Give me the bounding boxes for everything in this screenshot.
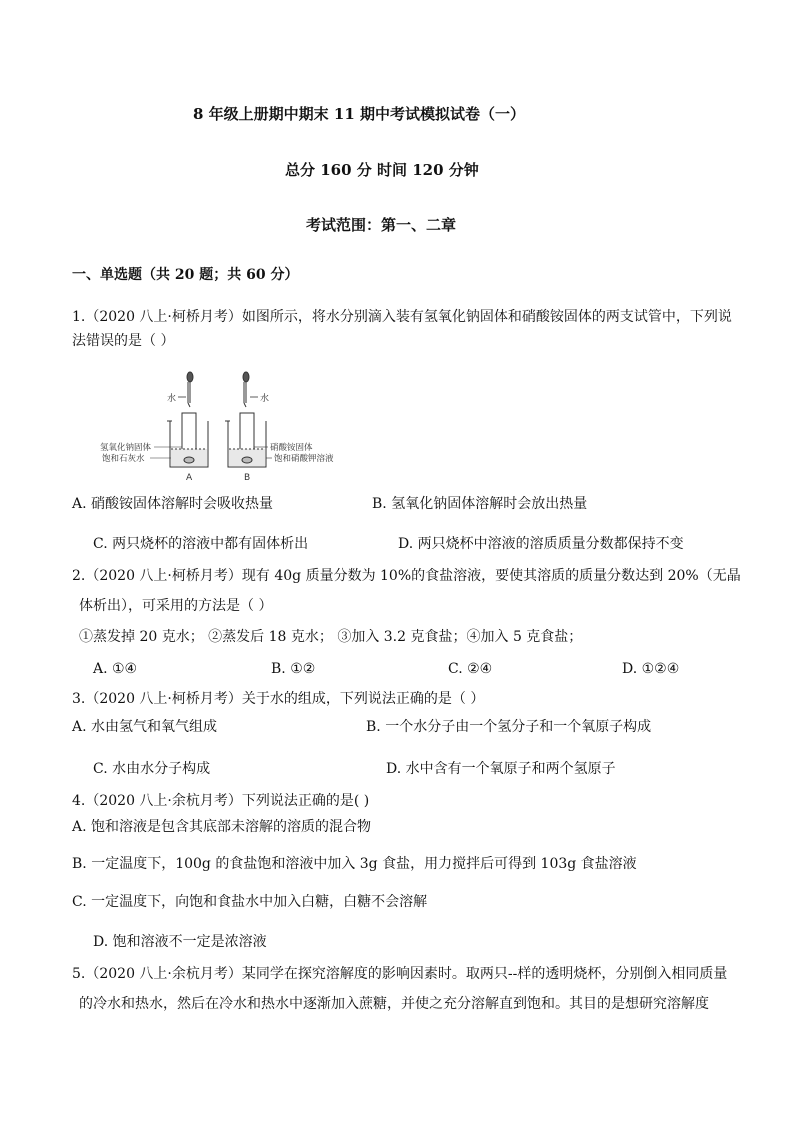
label-a: A (186, 473, 193, 483)
q1-option-a: A. 硝酸铵固体溶解时会吸收热量 (72, 496, 274, 512)
q2-option-c: C. ②④ (448, 661, 493, 677)
q2-option-d: D. ①②④ (622, 661, 680, 677)
label-kno3: 饱和硝酸钾溶液 (274, 454, 334, 464)
label-nh4no3: 硝酸铵固体 (270, 443, 313, 453)
q1-stem-line2: 法错误的是（ ） (72, 333, 175, 349)
right-dropper (243, 372, 249, 407)
q3-option-b: B. 一个水分子由一个氢分子和一个氧原子构成 (366, 719, 652, 735)
score-time: 总分 160 分 时间 120 分钟 (285, 161, 479, 179)
q2-stem-line2: 体析出），可采用的方法是（ ） (79, 598, 273, 614)
exam-scope: 考试范围：第一、二章 (306, 216, 457, 234)
section-heading: 一、单选题（共 20 题；共 60 分） (72, 267, 299, 283)
water-label-right: 水 (260, 394, 270, 404)
label-naoh: 氢氧化钠固体 (100, 443, 152, 453)
q3-stem: 3.（2020 八上·柯桥月考）关于水的组成，下列说法正确的是（ ） (72, 691, 485, 707)
q4-option-d: D. 饱和溶液不一定是浓溶液 (93, 934, 267, 950)
q2-option-b: B. ①② (271, 661, 316, 677)
q4-option-a: A. 饱和溶液是包含其底部未溶解的溶质的混合物 (72, 819, 372, 835)
q1-option-c: C. 两只烧杯的溶液中都有固体析出 (93, 536, 309, 552)
q2-stem-line1: 2.（2020 八上·柯桥月考）现有 40g 质量分数为 10%的食盐溶液，要使其溶质的质量分数达到 20%（无晶 (72, 568, 741, 584)
water-label-left: 水 (167, 394, 177, 404)
q5-stem-line1: 5.（2020 八上·余杭月考）某同学在探究溶解度的影响因素时。取两只--样的透明烧杯，分别倒入相同质量 (72, 966, 728, 982)
label-b: B (244, 473, 251, 483)
q4-stem: 4.（2020 八上·余杭月考）下列说法正确的是( ) (72, 793, 370, 809)
q1-option-d: D. 两只烧杯中溶液的溶质质量分数都保持不变 (398, 536, 684, 552)
q3-option-a: A. 水由氢气和氧气组成 (72, 719, 218, 735)
label-limewater: 饱和石灰水 (102, 454, 145, 464)
q1-stem-line1: 1.（2020 八上·柯桥月考）如图所示，将水分别滴入装有氢氧化钠固体和硝酸铵固体的两支试管中，下列说 (72, 309, 732, 325)
q5-stem-line2: 的冷水和热水，然后在冷水和热水中逐渐加入蔗糖，并使之充分溶解直到饱和。其目的是想研究溶解度 (79, 996, 709, 1012)
q2-stem-line3: ①蒸发掉 20 克水； ②蒸发后 18 克水； ③加入 3.2 克食盐；④加入 5 克食盐； (79, 629, 583, 645)
q1-figure (100, 365, 360, 487)
left-dropper (187, 372, 193, 407)
q4-option-b: B. 一定温度下，100g 的食盐饱和溶液中加入 3g 食盐，用力搅拌后可得到 103g 食盐溶液 (72, 856, 637, 872)
beaker-diagram (100, 365, 360, 487)
q4-option-c: C. 一定温度下，向饱和食盐水中加入白糖，白糖不会溶解 (72, 894, 428, 910)
beaker-a (167, 413, 208, 467)
q3-option-d: D. 水中含有一个氧原子和两个氢原子 (386, 761, 616, 777)
q3-option-c: C. 水由水分子构成 (93, 761, 211, 777)
q2-option-a: A. ①④ (93, 661, 138, 677)
q1-option-b: B. 氢氧化钠固体溶解时会放出热量 (372, 496, 588, 512)
beaker-b (225, 413, 266, 467)
page-title: 8 年级上册期中期末 11 期中考试模拟试卷（一） (193, 105, 525, 123)
